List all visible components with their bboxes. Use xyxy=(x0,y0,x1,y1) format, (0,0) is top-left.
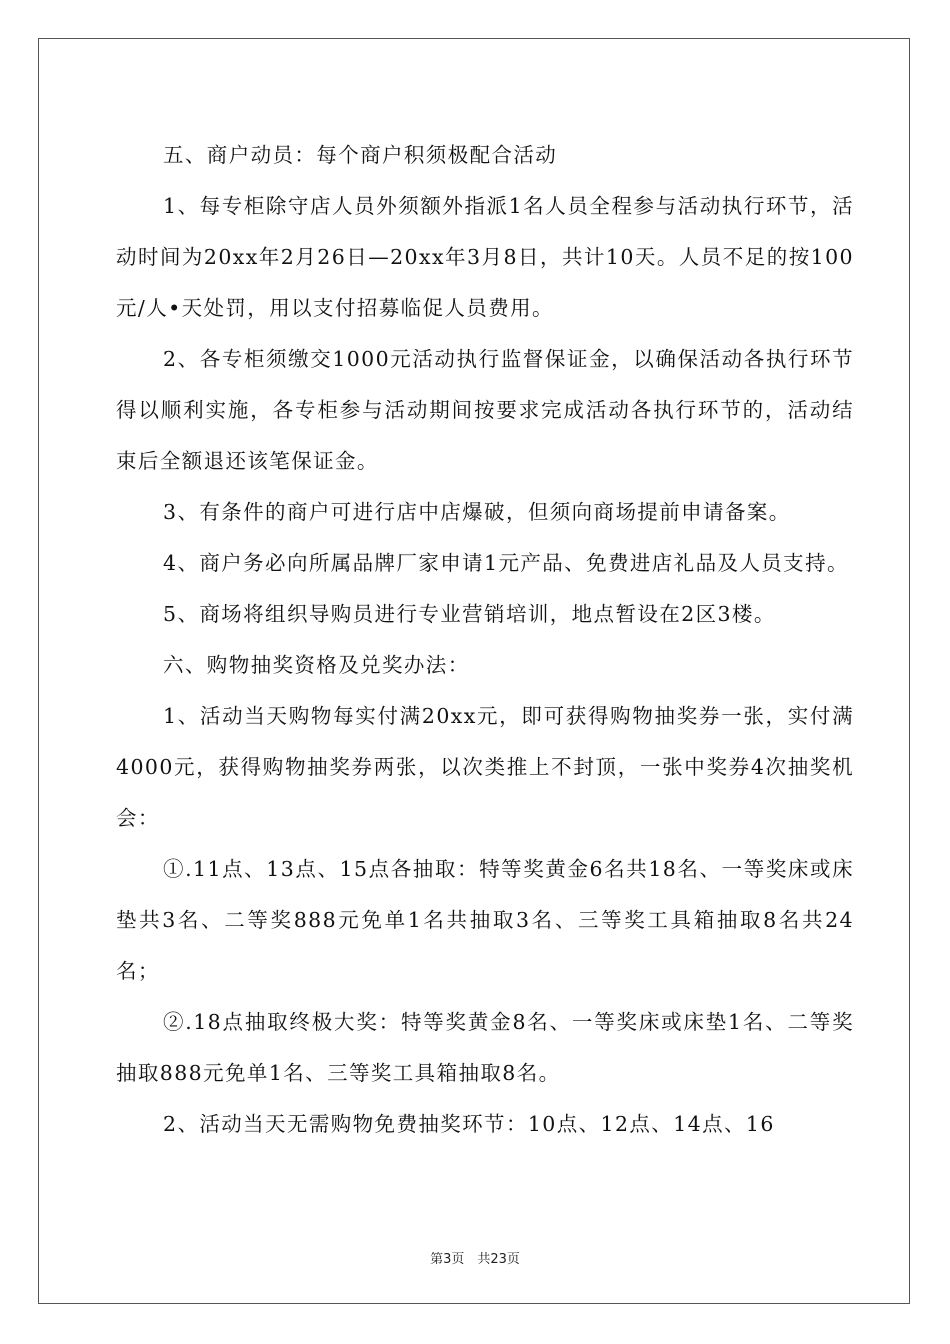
paragraph-draw-schedule-2: ②.18点抽取终极大奖：特等奖黄金8名、一等奖床或床垫1名、二等奖抽取888元免单1名、三等奖工具箱抽取8名。 xyxy=(116,1010,854,1085)
page-number-footer: 第3页 共23页 xyxy=(430,1252,520,1267)
paragraph-lottery-eligibility: 1、活动当天购物每实付满20xx元，即可获得购物抽奖券一张，实付满4000元，获得购物抽奖券两张，以次类推上不封顶，一张中奖券4次抽奖机会： xyxy=(116,704,854,830)
paragraph-staff-assignment: 1、每专柜除守店人员外须额外指派1名人员全程参与活动执行环节，活动时间为20xx年2月26日—20xx年3月8日，共计10天。人员不足的按100元/人•天处罚，用以支付招募临促人员费用。 xyxy=(116,194,854,320)
paragraph-store-in-store: 3、有条件的商户可进行店中店爆破，但须向商场提前申请备案。 xyxy=(163,500,791,524)
paragraph-training: 5、商场将组织导购员进行专业营销培训，地点暂设在2区3楼。 xyxy=(163,602,776,626)
paragraph-deposit: 2、各专柜须缴交1000元活动执行监督保证金，以确保活动各执行环节得以顺利实施，各专柜参与活动期间按要求完成活动各执行环节的，活动结束后全额退还该笔保证金。 xyxy=(116,347,854,473)
section-heading-merchant-mobilization: 五、商户动员：每个商户积须极配合活动 xyxy=(163,143,558,167)
paragraph-draw-schedule-1: ①.11点、13点、15点各抽取：特等奖黄金6名共18名、一等奖床或床垫共3名、二等奖888元免单1名共抽取3名、三等奖工具箱抽取8名共24名； xyxy=(116,857,854,983)
paragraph-free-draw: 2、活动当天无需购物免费抽奖环节：10点、12点、14点、16 xyxy=(163,1112,775,1136)
document-body xyxy=(116,130,854,1150)
paragraph-vendor-support: 4、商户务必向所属品牌厂家申请1元产品、免费进店礼品及人员支持。 xyxy=(163,551,849,575)
section-heading-lottery: 六、购物抽奖资格及兑奖办法： xyxy=(163,653,470,677)
